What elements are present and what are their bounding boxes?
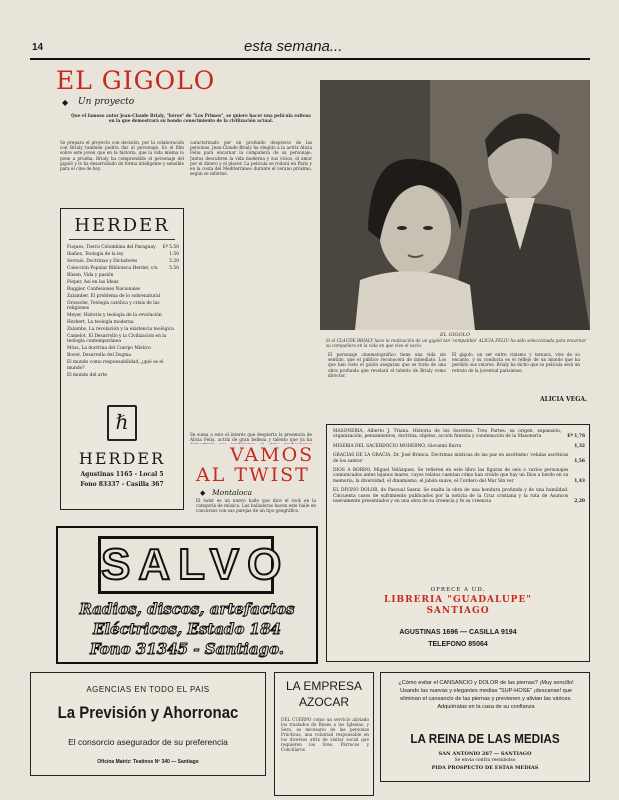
page-number: 14: [32, 42, 44, 53]
herder-book-title: Camelot, El Desarrollo y la Civilización en la teología contemporánea: [67, 334, 167, 345]
gigolo-intro: Que el famoso autor Jean-Claude Brialy, "héroe" de "Los Primos", se quiere hacer una película exitosa en la que demostrará su hondo conocimiento de la civilización actual.: [71, 113, 311, 124]
twist-body: El twist es un nuevo baile que dice el rock en la categoría de música. Las bailadoras hacen este baile en concursos con sus parejas de un tipo geográfico.: [196, 498, 316, 514]
herder-book-title: Zalambs, La revolución y la existencia teológica: [67, 327, 174, 333]
guadalupe-ad: [326, 424, 590, 662]
prevision-brand: La Previsión y Ahorronac: [57, 703, 239, 722]
guadalupe-book-text: DIOS A BORDO, Miguel Velázquez. Se refieren en este libro las figuras de seis o varios personajes comunicados antes lejanos mares, cuyos relatos cuentan cómo han creído que hay un Dios a bordo en su memoria, la diversidad, el dinamismo, el jabón suave, el Cordero del Mar Sin ver: [333, 468, 569, 484]
salvo-line-2: Eléctricos, Estado 184: [93, 620, 281, 638]
herder-book-title: Möss, La doctrina del Cuerpo Místico: [67, 346, 151, 352]
guadalupe-book-text: MASONERIA, Alberto J. Triana. Historia de los Secretos. Tres Partes: su origen, expansión, organización, pensamientos, doctrina, objetos, acción funesta y condenación de la Masonería: [333, 429, 562, 440]
herder-book-item: [67, 301, 179, 311]
herder-ad: [60, 208, 184, 510]
herder-book-item: [67, 280, 179, 285]
herder-book-price: Eº 5.50: [162, 245, 179, 250]
herder-book-item: [67, 346, 179, 351]
herder-book-item: [67, 353, 179, 358]
guadalupe-book-price: 1,32: [574, 443, 585, 449]
herder-address-2: Fono 83337 - Casilla 367: [80, 481, 164, 488]
photo-caption-title: EL GIGOLO: [440, 332, 471, 338]
herder-logo: [107, 405, 137, 441]
herder-rule: [69, 239, 175, 240]
salvo-ad: [56, 526, 318, 664]
herder-brand: HERDER: [78, 449, 166, 468]
guadalupe-book-list: [333, 429, 585, 508]
guadalupe-offered-by: OFRECE A UD.: [430, 587, 486, 593]
azocar-title-2: AZOCAR: [298, 695, 349, 709]
twist-title-1: VAMOS: [230, 444, 315, 466]
herder-book-item: [67, 259, 179, 264]
photo-caption: Si el CLAUDE BRIALY hace la realización de un gigoló tan 'compatible' ALICIA FELIU ha sido seleccionada para encarnar su compañera en la vida en que vive el vacío.: [326, 338, 586, 348]
herder-book-title: Ibañez, Teología de la ley: [67, 252, 124, 257]
gigolo-col4: El gigolo, un ser entre cinismo y ternura, vive de su encanto, y su conducta es el reflejo de un mundo que ha perdido sus valores. Brialy ha dicho que su película será un retrato de la juventud parisiense.: [452, 352, 580, 373]
guadalupe-book-price: Eº 1,76: [567, 434, 585, 440]
herder-book-title: Zalamber, El problema de lo sobrenatural: [67, 294, 161, 299]
gigolo-col2: caracterizado por un profundo desprecio de las personas. Jean-Claude Brialy ha elegido a la actriz Alicia Feliu para encarnar la compañera de su personaje. Juntos descubren la vida moderna y sus vicios, el amor por el dinero y el placer. La película se rodará en París y en la costa del Mediterráneo durante el verano próximo, según se informó.: [190, 140, 312, 177]
photo-figures: [320, 80, 590, 330]
azocar-ad: [274, 672, 374, 796]
azocar-body: DEL CUERPO como un servicio aliviado los traslados de Buses a los Iglesias, y Sera, es necesario de las personas Prácticas, una voluntad responsable en los diversos atrix de visitar social que requieren los Sres. Párrocos y Conciliaros: [281, 717, 369, 752]
guadalupe-book-price: 1,43: [574, 478, 585, 484]
herder-book-title: Bover, Desarrollo del Dogma: [67, 353, 131, 359]
herder-book-title: Colección Popular Biblioteca Herder, c/u: [67, 266, 158, 271]
herder-book-item: [67, 334, 179, 344]
herder-book-title: Grossche, Teología católica y crisis de las religiones: [67, 301, 160, 312]
section-title: esta semana...: [244, 38, 343, 55]
salvo-brand-box: [98, 536, 290, 594]
twist-subtitle-bullet: ◆: [200, 489, 206, 497]
prevision-headline: AGENCIAS EN TODO EL PAIS: [86, 685, 210, 694]
gigolo-subtitle: Un proyecto: [78, 97, 135, 107]
guadalupe-store-name: LIBRERIA "GUADALUPE": [383, 595, 532, 605]
medias-ad: [380, 672, 590, 782]
gigolo-title: EL GIGOLO: [56, 66, 216, 95]
azocar-title-1: LA EMPRESA: [285, 679, 363, 693]
herder-book-title: Sevrais, Doctrinas y Dictadores: [67, 259, 138, 264]
herder-book-title: El mundo del arte: [67, 372, 107, 378]
gigolo-photo: [320, 80, 590, 330]
herder-address-1: Agustinas 1165 - Local 5: [80, 471, 164, 478]
guadalupe-book-price: 1,56: [574, 458, 585, 464]
prevision-tagline: El consorcio asegurador de su preferencia: [68, 737, 228, 747]
herder-book-item: [67, 320, 179, 325]
gigolo-col3: El personaje cinematográfico tiene una vida sin sentido, que el público reconocerá de inmediato. Los que han visto el guión aseguran que se trata de una obra profunda que revelará el talento de Brialy como director.: [328, 352, 446, 378]
herder-book-item: [67, 327, 179, 332]
guadalupe-book-text: MISERIA DEL SACERDOCIO MODERNO, Giovanni Barra: [333, 443, 462, 449]
gigolo-byline: ALICIA VEGA.: [540, 396, 588, 403]
herder-book-title: Rüsen, Vida y pasión: [67, 273, 114, 278]
herder-book-title: Herbert, La teología moderna: [67, 320, 134, 326]
herder-book-list: [67, 245, 179, 380]
herder-book-title: El mundo como responsabilidad, ¿qué es el mundo?: [67, 360, 164, 371]
gigolo-col1: Se prepara el proyecto con decisión, por la colaboración con Brialy también podría dar al personaje. Es el film sobre este joven que en la historia, que la vida misma lo pone a prueba. Brialy ha comprendido el personaje del gigoló y lo ha desarrollado de forma inteligente y sensible para el cine de hoy.: [60, 140, 184, 172]
gigolo-subtitle-bullet: ◆: [62, 98, 69, 107]
herder-book-title: Ruggier, Confesiones Nacionales: [67, 287, 141, 292]
medias-note: Se envía contra reembolso: [454, 758, 516, 763]
guadalupe-book-item: [333, 488, 585, 504]
herder-title: HERDER: [74, 215, 170, 236]
guadalupe-address: AGUSTINAS 1696 — CASILLA 9194: [399, 629, 517, 636]
herder-book-title: Fuques, Tierra Colombina del Paraguay: [67, 245, 156, 250]
herder-book-item: [67, 273, 179, 278]
herder-book-item: [67, 266, 179, 271]
herder-book-price: 5.50: [169, 266, 179, 271]
guadalupe-book-price: 2,20: [574, 499, 585, 505]
guadalupe-book-item: [333, 468, 585, 484]
guadalupe-book-text: EL DIVINO DOLOR, de Pascual Saenz. Se exalta la obra de una hondura profunda y de una humildad. Cincuenta casos de sufrimiento publicados por la noticia de la Cruz cristiana y la ruta de Asuncos nuevamente presentados y en una obra de su creencia y fe su creencia: [333, 488, 569, 505]
guadalupe-book-item: [333, 429, 585, 440]
herder-book-price: 5.20: [169, 259, 179, 264]
header-rule: [30, 58, 590, 60]
medias-cta: PIDA PROSPECTO DE ESTAS MEDIAS: [431, 765, 539, 771]
salvo-brand: SALVO: [101, 540, 290, 589]
medias-brand: LA REINA DE LAS MEDIAS: [410, 731, 560, 746]
prevision-ad: [30, 672, 266, 776]
herder-book-item: [67, 313, 179, 318]
guadalupe-store-city: SANTIAGO: [426, 606, 490, 616]
herder-book-item: [67, 245, 179, 250]
twist-subtitle: Montaloca: [212, 488, 253, 497]
salvo-line-3: Fono 31345 - Santiago.: [89, 640, 285, 658]
guadalupe-book-text: GRACIAS DE LA GRACIA, Dr. José Branca. Doctrinas místicas de las paz en ascétismo 'celulas ascéticas de los santos': [333, 453, 569, 464]
herder-book-item: [67, 373, 179, 378]
herder-book-title: Pieper, Así en las Ideas: [67, 280, 119, 285]
medias-intro: ¿Cómo evitar el CANSANCIO y DOLOR de las piernas? ¡Muy sencillo! Usando las nuevas y elegantes medias "SUP-HOSE" ¡descanse! que eliminan el cansancio de las piernas y previenen y alivian las várices. Adquiéralas en la casa de su confianza: [398, 680, 574, 710]
guadalupe-book-item: [333, 453, 585, 464]
herder-book-item: [67, 294, 179, 299]
herder-book-item: [67, 252, 179, 257]
guadalupe-phone: TELEFONO 85064: [428, 641, 488, 648]
herder-logo-glyph: ℏ: [115, 410, 129, 434]
guadalupe-book-item: [333, 444, 585, 449]
prevision-address: Oficina Matriz: Teatinos Nº 340 — Santiago: [97, 759, 199, 765]
salvo-line-1: Radios, discos, artefactos: [79, 600, 295, 618]
herder-book-item: [67, 360, 179, 370]
herder-book-price: 1.50: [169, 252, 179, 257]
herder-book-item: [67, 287, 179, 292]
gigolo-col5: Se suma a esto el interés que despierta la presencia de Alicia Feliu, actriz de gran belleza y talento que ya ha: [190, 432, 312, 443]
medias-address: SAN ANTONIO 267 — SANTIAGO: [438, 751, 532, 757]
herder-book-title: Meyer, Historia y teología de la revolución: [67, 313, 162, 319]
twist-title-2: AL TWIST: [196, 464, 310, 486]
